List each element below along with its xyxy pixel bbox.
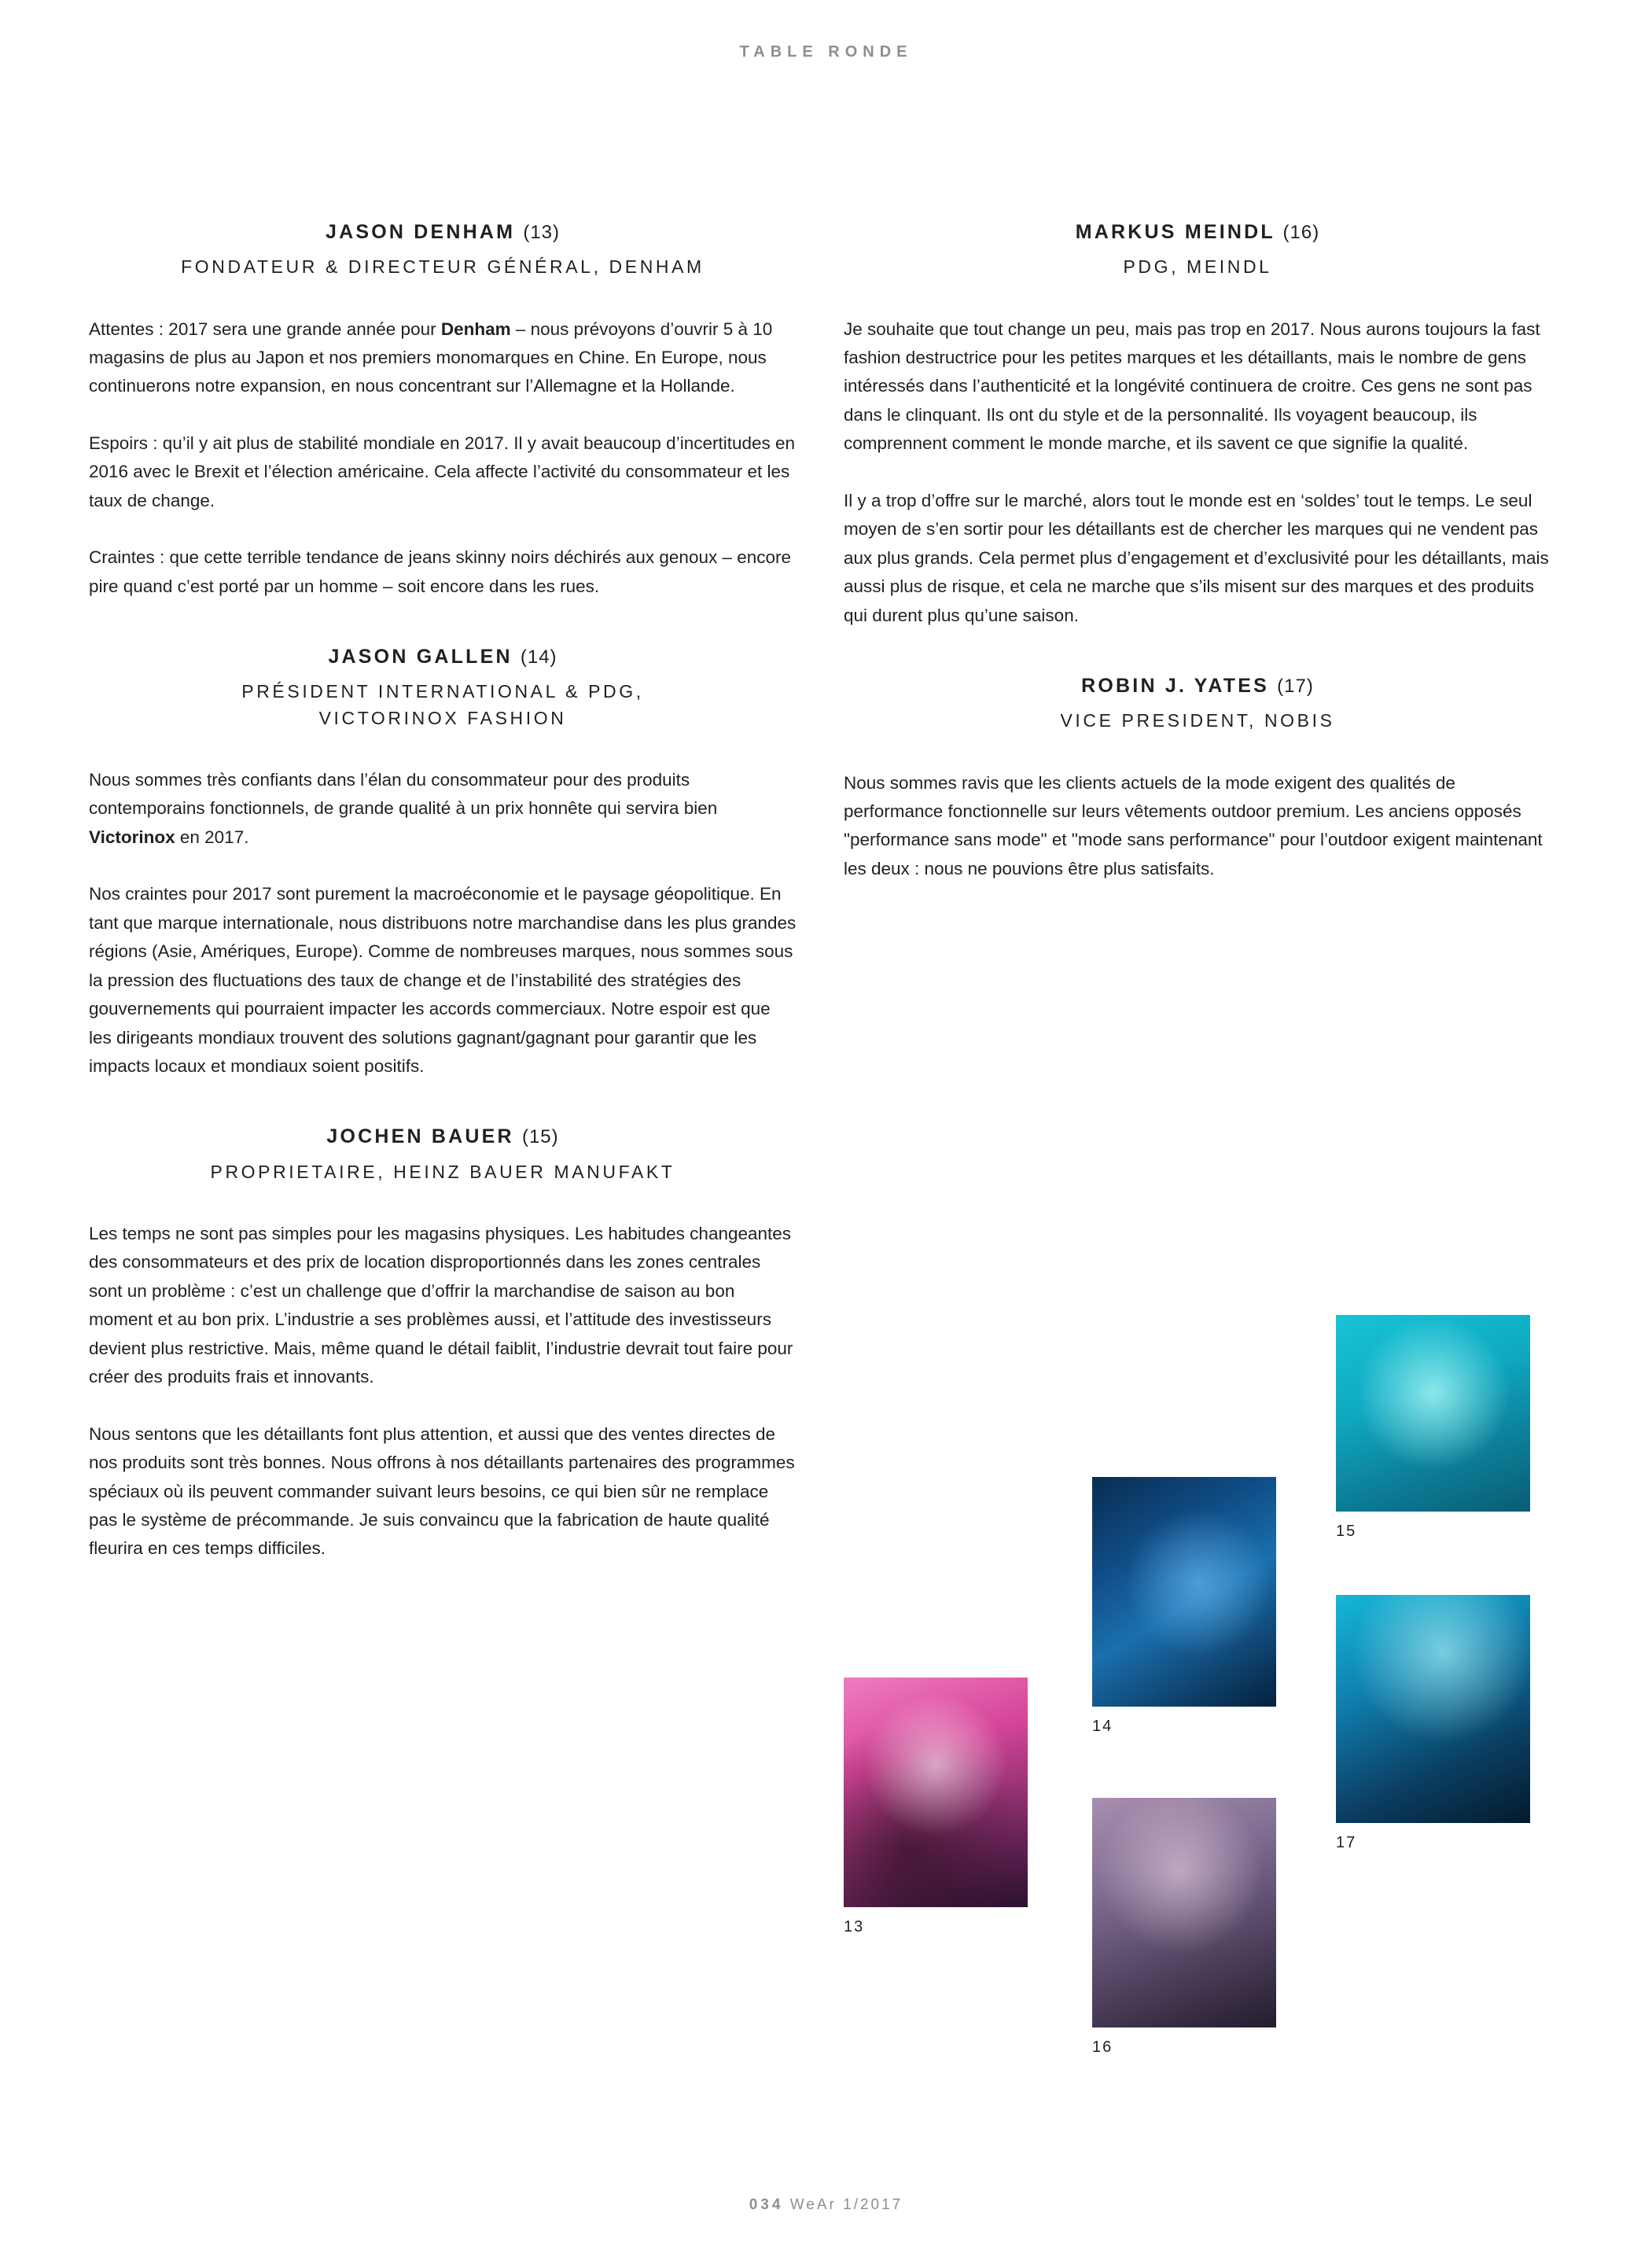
entry-photo-number: (13) xyxy=(523,222,561,243)
entry-name xyxy=(89,1125,797,1149)
entry-paragraph: Attentes : 2017 sera une grande année pour Denham – nous prévoyons d’ouvrir 5 à 10 magasins de plus au Japon et nos premiers monomarques en Chine. En Europe, nous continuerons notre expansion, en nous concentrant sur l’Allemagne et la Hollande. xyxy=(89,319,773,396)
entry-person-name: ROBIN J. YATES xyxy=(1081,674,1269,697)
entry-person-name: JASON GALLEN xyxy=(328,646,513,668)
entry-paragraph: Je souhaite que tout change un peu, mais pas trop en 2017. Nous aurons toujours la fast fashion destructrice pour les petites marques et les détaillants, mais le nombre de gens intéressés dans l’authenticité et la longévité continuera de croitre. Ces gens ne sont pas dans le clinquant. Ils ont du style et de la personnalité. Ils voyagent beaucoup, ils comprennent comment le monde marche, et ils savent ce que signifie la qualité. xyxy=(844,319,1540,454)
entry-role-line: VICE PRESIDENT, NOBIS xyxy=(1060,710,1335,731)
footer-page-number: 034 xyxy=(749,2197,784,2213)
entry-person-name: JASON DENHAM xyxy=(325,221,516,243)
entry-role-line: PROPRIETAIRE, HEINZ BAUER MANUFAKT xyxy=(210,1161,675,1182)
entry-jason-denham xyxy=(89,220,797,601)
page-kicker: TABLE RONDE xyxy=(739,43,913,61)
entry-paragraph: Les temps ne sont pas simples pour les magasins physiques. Les habitudes changeantes des consommateurs et des prix de location disproportionnés dans les zones centrales sont un problème : c’est un challenge que d’offrir la marchandise de saison au bon moment et au bon prix. L’industrie a ses problèmes aussi, et l’attitude des investisseurs devient plus restrictive. Mais, même quand le détail faiblit, l’industrie devrait tout faire pour créer des produits frais et innovants. xyxy=(89,1224,793,1387)
entry-role xyxy=(89,679,797,731)
photo-17 xyxy=(1336,1595,1530,1851)
entry-name xyxy=(844,674,1551,698)
right-column xyxy=(844,220,1551,883)
photo-14 xyxy=(1092,1477,1276,1735)
entry-role xyxy=(844,254,1551,280)
entry-paragraph: Craintes : que cette terrible tendance de jeans skinny noirs déchirés aux genoux – encore pire quand c’est porté par un homme – soit encore dans les rues. xyxy=(89,547,792,596)
entry-role xyxy=(89,1159,797,1185)
entry-name xyxy=(89,220,797,245)
entry-role-line: VICTORINOX FASHION xyxy=(318,707,567,728)
portrait-image xyxy=(1092,1798,1276,2027)
left-column xyxy=(89,220,797,1563)
entry-jason-gallen xyxy=(89,645,797,1081)
entry-role-line: PRÉSIDENT INTERNATIONAL & PDG, xyxy=(241,681,644,702)
entry-photo-number: (17) xyxy=(1277,675,1314,697)
entry-photo-number: (14) xyxy=(520,646,557,668)
entry-name xyxy=(844,220,1551,245)
portrait-image xyxy=(844,1678,1028,1907)
photo-15 xyxy=(1336,1315,1530,1540)
page-footer xyxy=(0,2197,1652,2214)
portrait-image xyxy=(1092,1477,1276,1707)
photo-caption: 14 xyxy=(1092,1718,1113,1735)
footer-issue: WeAr 1/2017 xyxy=(789,2197,903,2213)
entry-role-line: PDG, MEINDL xyxy=(1123,256,1272,278)
entry-jochen-bauer xyxy=(89,1125,797,1563)
entry-paragraph: Espoirs : qu’il y ait plus de stabilité mondiale en 2017. Il y avait beaucoup d’incertitudes en 2016 avec le Brexit et l’élection américaine. Cela affecte l’activité du consommateur et les taux de change. xyxy=(89,433,796,510)
photo-16 xyxy=(1092,1798,1276,2056)
entry-name xyxy=(89,645,797,669)
spacer xyxy=(89,601,797,645)
entry-photo-number: (16) xyxy=(1282,222,1320,243)
entry-paragraph: Il y a trop d’offre sur le marché, alors tout le monde est en ‘soldes’ tout le temps. Le seul moyen de s’en sortir pour les détaillants est de chercher les marques qui ne vendent pas aux plus grands. Cela permet plus d’engagement et d’exclusivité pour les détaillants, mais aussi plus de risque, et cela ne marche que s’ils misent sur des marques et des produits qui durent plus qu’une saison. xyxy=(844,490,1549,625)
photo-caption: 16 xyxy=(1092,2038,1113,2056)
entry-robin-j-yates xyxy=(844,674,1551,883)
entry-role-line: FONDATEUR & DIRECTEUR GÉNÉRAL, DENHAM xyxy=(181,256,705,278)
entry-role xyxy=(844,708,1551,734)
entry-photo-number: (15) xyxy=(521,1126,559,1148)
entry-markus-meindl xyxy=(844,220,1551,630)
portrait-image xyxy=(1336,1315,1530,1512)
photo-caption: 15 xyxy=(1336,1523,1357,1540)
spacer xyxy=(89,1081,797,1125)
entry-paragraph: Nous sentons que les détaillants font plus attention, et aussi que des ventes directes de nos produits sont très bonnes. Nous offrons à nos détaillants partenaires des programmes spéciaux où ils peuvent commander suivant leurs besoins, ce qui bien sûr ne remplace pas le système de précommande. Je suis convaincu que la fabrication de haute qualité fleurira en ces temps difficiles. xyxy=(89,1423,795,1559)
portrait-image xyxy=(1336,1595,1530,1823)
entry-person-name: JOCHEN BAUER xyxy=(326,1125,514,1148)
photo-13 xyxy=(844,1678,1028,1935)
photo-caption: 17 xyxy=(1336,1834,1357,1851)
entry-person-name: MARKUS MEINDL xyxy=(1075,221,1275,243)
spacer xyxy=(844,630,1551,674)
entry-paragraph: Nos craintes pour 2017 sont purement la macroéconomie et le paysage géopolitique. En tant que marque internationale, nous distribuons notre marchandise dans les plus grandes régions (Asie, Amériques, Europe). Comme de nombreuses marques, nous sommes sous la pression des fluctuations des taux de change et de l’instabilité des stratégies des gouvernements qui pourraient impacter les accords commerciaux. Notre espoir est que les dirigeants mondiaux trouvent des solutions gagnant/gagnant pour garantir que les impacts locaux et mondiaux soient positifs. xyxy=(89,884,797,1076)
entry-paragraph: Nous sommes ravis que les clients actuels de la mode exigent des qualités de performance fonctionnelle sur leurs vêtements outdoor premium. Les anciens opposés "performance sans mode" et "mode sans performance" pour l’outdoor exigent maintenant les deux : nous ne pouvions être plus satisfaits. xyxy=(844,772,1543,878)
entry-paragraph: Nous sommes très confiants dans l’élan du consommateur pour des produits contemporains fonctionnels, de grande qualité à un prix honnête qui servira bien Victorinox en 2017. xyxy=(89,770,718,847)
photo-caption: 13 xyxy=(844,1918,865,1935)
entry-role xyxy=(89,254,797,280)
